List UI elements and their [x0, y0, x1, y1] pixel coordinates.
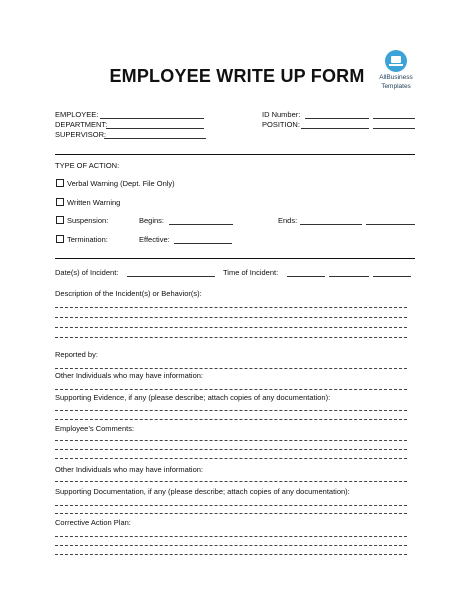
effective-field[interactable] — [174, 243, 232, 244]
supporting-evidence-line-2[interactable] — [55, 419, 407, 420]
time-field-2[interactable] — [329, 276, 369, 277]
checkbox-icon[interactable] — [56, 216, 64, 224]
description-line-2[interactable] — [55, 317, 407, 318]
id-number-label: ID Number: — [262, 110, 301, 119]
begins-field[interactable] — [169, 224, 233, 225]
supervisor-field[interactable] — [104, 138, 206, 139]
other-individuals-line-1[interactable] — [55, 389, 407, 390]
department-field[interactable] — [106, 128, 204, 129]
type-of-action-heading: TYPE OF ACTION: — [55, 161, 120, 170]
supporting-documentation-line-2[interactable] — [55, 513, 407, 514]
suspension-option[interactable] — [56, 216, 108, 225]
time-field-3[interactable] — [373, 276, 411, 277]
reported-by-line[interactable] — [55, 368, 407, 369]
checkbox-icon[interactable] — [56, 198, 64, 206]
employee-field[interactable] — [100, 118, 204, 119]
termination-option[interactable] — [56, 235, 108, 244]
position-field[interactable] — [301, 128, 369, 129]
corrective-action-line-2[interactable] — [55, 545, 407, 546]
time-field-1[interactable] — [287, 276, 325, 277]
other-individuals-label-2: Other Individuals who may have information: — [55, 465, 203, 474]
description-line-1[interactable] — [55, 307, 407, 308]
position-label: POSITION: — [262, 120, 300, 129]
id-number-field[interactable] — [305, 118, 369, 119]
brand-logo — [366, 50, 426, 90]
reported-by-label: Reported by: — [55, 350, 98, 359]
begins-label: Begins: — [139, 216, 165, 225]
verbal-warning-option[interactable] — [56, 179, 175, 188]
employee-comments-line-2[interactable] — [55, 449, 407, 450]
position-field-2[interactable] — [373, 128, 415, 129]
description-line-4[interactable] — [55, 337, 407, 338]
description-label: Description of the Incident(s) or Behavior(s): — [55, 289, 202, 298]
logo-line-2: Templates — [381, 83, 411, 90]
effective-label: Effective: — [139, 235, 170, 244]
ends-field[interactable] — [300, 224, 362, 225]
corrective-action-label: Corrective Action Plan: — [55, 518, 131, 527]
department-label: DEPARTMENT: — [55, 120, 108, 129]
other-individuals-label-1: Other Individuals who may have information: — [55, 371, 203, 380]
supporting-documentation-label: Supporting Documentation, if any (please describe; attach copies of any documentation): — [55, 487, 350, 496]
description-line-3[interactable] — [55, 327, 407, 328]
monitor-icon — [385, 50, 407, 72]
supporting-documentation-line-1[interactable] — [55, 505, 407, 506]
supervisor-label: SUPERVISOR: — [55, 130, 107, 139]
corrective-action-line-3[interactable] — [55, 554, 407, 555]
id-number-field-2[interactable] — [373, 118, 415, 119]
checkbox-icon[interactable] — [56, 179, 64, 187]
dates-of-incident-label: Date(s) of Incident: — [55, 268, 119, 277]
suspension-label: Suspension: — [67, 216, 109, 225]
supporting-evidence-label: Supporting Evidence, if any (please describe; attach copies of any documentation): — [55, 393, 331, 402]
ends-field-2[interactable] — [366, 224, 415, 225]
written-warning-option[interactable] — [56, 198, 120, 207]
section-divider-2 — [55, 258, 415, 259]
checkbox-icon[interactable] — [56, 235, 64, 243]
dates-of-incident-field[interactable] — [127, 276, 215, 277]
form-title: EMPLOYEE WRITE UP FORM — [109, 66, 365, 86]
employee-label: EMPLOYEE: — [55, 110, 99, 119]
employee-comments-line-3[interactable] — [55, 458, 407, 459]
employee-comments-line-1[interactable] — [55, 440, 407, 441]
verbal-warning-label: Verbal Warning (Dept. File Only) — [67, 179, 175, 188]
time-of-incident-label: Time of Incident: — [223, 268, 279, 277]
supporting-evidence-line-1[interactable] — [55, 410, 407, 411]
corrective-action-line-1[interactable] — [55, 536, 407, 537]
section-divider-1 — [55, 154, 415, 155]
employee-comments-label: Employee’s Comments: — [55, 424, 135, 433]
ends-label: Ends: — [278, 216, 298, 225]
written-warning-label: Written Warning — [67, 198, 121, 207]
logo-line-1: AllBusiness — [379, 74, 413, 81]
termination-label: Termination: — [67, 235, 108, 244]
other-individuals-line-2[interactable] — [55, 481, 407, 482]
